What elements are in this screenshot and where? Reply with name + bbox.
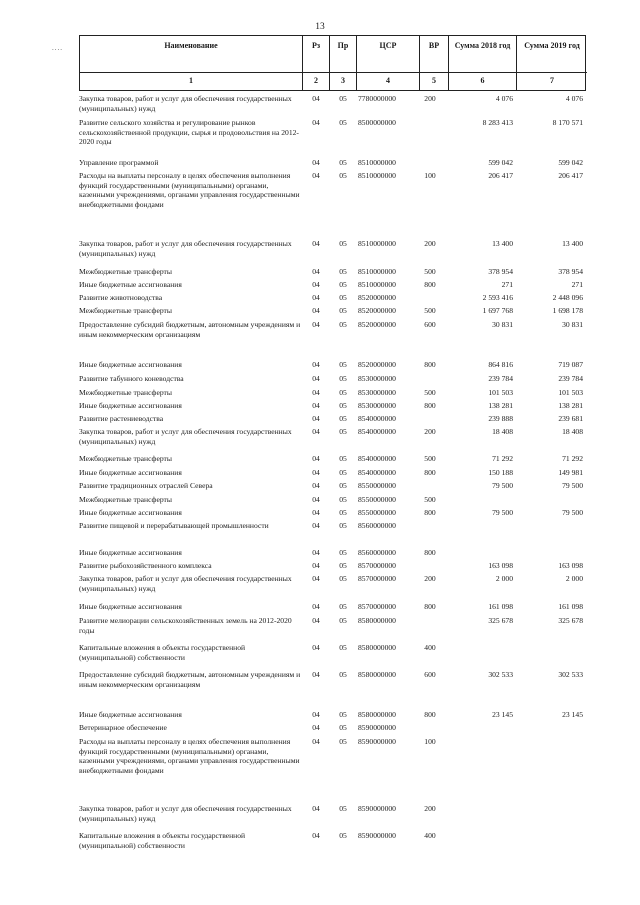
row-section: 04 [312,374,320,383]
row-expense-type: 800 [424,360,436,369]
row-name: Межбюджетные трансферты [79,388,172,397]
row-name: Межбюджетные трансферты [79,495,172,504]
row-name: Развитие рыбохозяйственного комплекса [79,561,212,570]
row-sum-2019: 2 000 [565,574,583,583]
row-name: Капитальные вложения в объекты государственной (муниципальной) собственности [79,831,246,850]
row-section: 04 [312,710,320,719]
header-number: 5 [432,76,436,85]
row-sum-2019: 161 098 [558,602,583,611]
row-name: Предоставление субсидий бюджетным, автономным учреждениям и иным некоммерческим организациям [79,670,301,689]
row-name: Закупка товаров, работ и услуг для обеспечения государственных (муниципальных) нужд [79,804,292,823]
row-section: 04 [312,468,320,477]
row-sum-2019: 239 784 [558,374,583,383]
row-sum-2018: 325 678 [488,616,513,625]
row-sum-2018: 13 400 [492,239,513,248]
row-expense-type: 200 [424,239,436,248]
row-name: Предоставление субсидий бюджетным, автономным учреждениям и иным некоммерческим организациям [79,320,301,339]
row-sum-2019: 79 500 [562,481,583,490]
row-target-code: 7780000000 [358,94,396,103]
row-sum-2018: 163 098 [488,561,513,570]
row-expense-type: 400 [424,643,436,652]
row-section: 04 [312,616,320,625]
row-subsection: 05 [339,118,347,127]
row-target-code: 8560000000 [358,548,396,557]
row-subsection: 05 [339,427,347,436]
row-sum-2019: 271 [571,280,583,289]
row-sum-2019: 4 076 [565,94,583,103]
row-name: Межбюджетные трансферты [79,454,172,463]
row-section: 04 [312,360,320,369]
row-expense-type: 500 [424,454,436,463]
row-section: 04 [312,602,320,611]
row-target-code: 8580000000 [358,616,396,625]
row-section: 04 [312,561,320,570]
row-expense-type: 800 [424,602,436,611]
row-expense-type: 500 [424,388,436,397]
row-expense-type: 500 [424,495,436,504]
row-subsection: 05 [339,616,347,625]
margin-mark: .... [52,44,63,52]
row-sum-2018: 8 283 413 [482,118,513,127]
row-section: 04 [312,171,320,180]
header-col-name [80,36,303,90]
header-caption: Пр [337,41,349,50]
row-target-code: 8540000000 [358,427,396,436]
row-target-code: 8540000000 [358,454,396,463]
row-name: Межбюджетные трансферты [79,267,172,276]
row-subsection: 05 [339,495,347,504]
header-number: 1 [189,76,193,85]
row-expense-type: 800 [424,468,436,477]
row-name: Развитие растениеводства [79,414,164,423]
row-sum-2018: 864 816 [488,360,513,369]
row-sum-2019: 325 678 [558,616,583,625]
row-section: 04 [312,320,320,329]
row-name: Закупка товаров, работ и услуг для обеспечения государственных (муниципальных) нужд [79,427,292,446]
row-name: Иные бюджетные ассигнования [79,401,182,410]
row-subsection: 05 [339,804,347,813]
row-sum-2018: 206 417 [488,171,513,180]
header-col-csr [357,36,420,90]
row-name: Развитие сельского хозяйства и регулирование рынков сельскохозяйственной продукции, сырья и продовольствия на 2012-2020 годы [79,118,299,147]
row-name: Межбюджетные трансферты [79,306,172,315]
row-sum-2019: 149 981 [558,468,583,477]
row-subsection: 05 [339,401,347,410]
row-section: 04 [312,831,320,840]
row-sum-2019: 8 170 571 [552,118,583,127]
row-sum-2018: 138 281 [488,401,513,410]
row-name: Ветеринарное обеспечение [79,723,167,732]
row-name: Развитие традиционных отраслей Севера [79,481,213,490]
row-name: Иные бюджетные ассигнования [79,280,182,289]
row-name: Иные бюджетные ассигнования [79,710,182,719]
header-col-sum-2018 [449,36,517,90]
header-caption: Рз [311,41,321,50]
row-subsection: 05 [339,94,347,103]
row-section: 04 [312,804,320,813]
row-sum-2019: 101 503 [558,388,583,397]
row-section: 04 [312,388,320,397]
row-name: Иные бюджетные ассигнования [79,602,182,611]
row-sum-2019: 18 408 [562,427,583,436]
row-subsection: 05 [339,360,347,369]
header-caption: ВР [428,41,440,50]
row-expense-type: 100 [424,171,436,180]
row-expense-type: 200 [424,574,436,583]
row-target-code: 8580000000 [358,670,396,679]
row-sum-2019: 302 533 [558,670,583,679]
row-sum-2019: 30 831 [562,320,583,329]
row-subsection: 05 [339,468,347,477]
row-sum-2018: 30 831 [492,320,513,329]
row-target-code: 8510000000 [358,239,396,248]
row-name: Иные бюджетные ассигнования [79,548,182,557]
row-expense-type: 800 [424,280,436,289]
row-subsection: 05 [339,388,347,397]
row-name: Развитие пищевой и перерабатывающей промышленности [79,521,269,530]
row-sum-2018: 23 145 [492,710,513,719]
row-sum-2018: 18 408 [492,427,513,436]
row-target-code: 8580000000 [358,643,396,652]
row-section: 04 [312,306,320,315]
row-section: 04 [312,548,320,557]
header-caption: Сумма 2018 год [454,41,511,50]
row-subsection: 05 [339,670,347,679]
row-subsection: 05 [339,454,347,463]
row-target-code: 8570000000 [358,602,396,611]
row-sum-2018: 302 533 [488,670,513,679]
row-expense-type: 600 [424,320,436,329]
row-sum-2018: 101 503 [488,388,513,397]
header-col-sum-2019 [517,36,587,90]
row-sum-2019: 719 087 [558,360,583,369]
row-expense-type: 800 [424,401,436,410]
row-target-code: 8570000000 [358,574,396,583]
row-target-code: 8510000000 [358,171,396,180]
row-target-code: 8520000000 [358,360,396,369]
row-subsection: 05 [339,481,347,490]
row-target-code: 8550000000 [358,481,396,490]
row-sum-2019: 599 042 [558,158,583,167]
row-sum-2019: 206 417 [558,171,583,180]
header-number: 4 [386,76,390,85]
row-subsection: 05 [339,737,347,746]
row-sum-2018: 599 042 [488,158,513,167]
row-section: 04 [312,158,320,167]
row-subsection: 05 [339,158,347,167]
row-sum-2018: 378 954 [488,267,513,276]
row-sum-2018: 2 000 [495,574,513,583]
row-expense-type: 400 [424,831,436,840]
row-name: Иные бюджетные ассигнования [79,468,182,477]
header-caption: ЦСР [379,41,397,50]
row-section: 04 [312,267,320,276]
header-col-vr [420,36,449,90]
row-target-code: 8520000000 [358,320,396,329]
row-target-code: 8510000000 [358,158,396,167]
row-sum-2018: 271 [501,280,513,289]
row-target-code: 8540000000 [358,468,396,477]
row-sum-2019: 71 292 [562,454,583,463]
row-target-code: 8590000000 [358,723,396,732]
row-target-code: 8510000000 [358,267,396,276]
row-subsection: 05 [339,574,347,583]
header-caption: Наименование [164,41,218,50]
row-sum-2018: 2 593 416 [482,293,513,302]
page-number: 13 [315,22,325,32]
row-section: 04 [312,414,320,423]
row-sum-2019: 1 698 178 [552,306,583,315]
row-expense-type: 200 [424,804,436,813]
row-expense-type: 200 [424,427,436,436]
row-section: 04 [312,495,320,504]
row-expense-type: 200 [424,94,436,103]
row-section: 04 [312,723,320,732]
row-sum-2019: 23 145 [562,710,583,719]
row-section: 04 [312,280,320,289]
row-sum-2018: 1 697 768 [482,306,513,315]
row-subsection: 05 [339,320,347,329]
row-name: Управление программой [79,158,159,167]
row-section: 04 [312,643,320,652]
header-number: 7 [550,76,554,85]
row-sum-2019: 2 448 096 [552,293,583,302]
row-subsection: 05 [339,239,347,248]
row-subsection: 05 [339,521,347,530]
row-expense-type: 500 [424,267,436,276]
row-name: Иные бюджетные ассигнования [79,360,182,369]
row-section: 04 [312,574,320,583]
row-target-code: 8590000000 [358,737,396,746]
row-sum-2019: 239 681 [558,414,583,423]
row-section: 04 [312,401,320,410]
header-number: 2 [314,76,318,85]
row-section: 04 [312,670,320,679]
header-caption: Сумма 2019 год [524,41,580,50]
row-subsection: 05 [339,643,347,652]
row-target-code: 8570000000 [358,561,396,570]
row-name: Закупка товаров, работ и услуг для обеспечения государственных (муниципальных) нужд [79,239,292,258]
row-name: Закупка товаров, работ и услуг для обеспечения государственных (муниципальных) нужд [79,94,292,113]
row-name: Развитие животноводства [79,293,163,302]
row-subsection: 05 [339,548,347,557]
row-sum-2018: 79 500 [492,481,513,490]
row-expense-type: 600 [424,670,436,679]
row-section: 04 [312,94,320,103]
row-subsection: 05 [339,602,347,611]
row-name: Капитальные вложения в объекты государственной (муниципальной) собственности [79,643,246,662]
row-target-code: 8530000000 [358,374,396,383]
row-section: 04 [312,508,320,517]
row-section: 04 [312,454,320,463]
row-name: Развитие мелиорации сельскохозяйственных земель на 2012-2020 годы [79,616,292,635]
header-number: 3 [341,76,345,85]
row-sum-2018: 71 292 [492,454,513,463]
row-sum-2019: 163 098 [558,561,583,570]
row-section: 04 [312,521,320,530]
row-subsection: 05 [339,306,347,315]
row-target-code: 8550000000 [358,495,396,504]
row-subsection: 05 [339,710,347,719]
row-target-code: 8590000000 [358,804,396,813]
row-subsection: 05 [339,171,347,180]
row-sum-2019: 138 281 [558,401,583,410]
row-section: 04 [312,427,320,436]
row-subsection: 05 [339,293,347,302]
row-target-code: 8530000000 [358,401,396,410]
row-section: 04 [312,118,320,127]
row-sum-2019: 79 500 [562,508,583,517]
row-expense-type: 800 [424,710,436,719]
row-subsection: 05 [339,414,347,423]
row-sum-2018: 79 500 [492,508,513,517]
row-sum-2018: 161 098 [488,602,513,611]
row-name: Иные бюджетные ассигнования [79,508,182,517]
row-target-code: 8560000000 [358,521,396,530]
row-sum-2018: 150 188 [488,468,513,477]
row-section: 04 [312,293,320,302]
row-sum-2019: 13 400 [562,239,583,248]
row-subsection: 05 [339,508,347,517]
row-section: 04 [312,737,320,746]
row-target-code: 8510000000 [358,280,396,289]
row-name: Расходы на выплаты персоналу в целях обеспечения выполнения функций государственными (муниципальными) органами, казенными учреждениями, органами управления государственными внебюджетными фондами [79,737,300,775]
row-target-code: 8520000000 [358,293,396,302]
row-sum-2018: 239 784 [488,374,513,383]
row-subsection: 05 [339,723,347,732]
row-expense-type: 800 [424,508,436,517]
row-target-code: 8590000000 [358,831,396,840]
row-name: Закупка товаров, работ и услуг для обеспечения государственных (муниципальных) нужд [79,574,292,593]
header-col-rz [303,36,330,90]
row-name: Развитие табунного коневодства [79,374,184,383]
row-subsection: 05 [339,267,347,276]
row-target-code: 8530000000 [358,388,396,397]
row-section: 04 [312,481,320,490]
table-header [79,35,586,91]
row-name: Расходы на выплаты персоналу в целях обеспечения выполнения функций государственными (муниципальными) органами, казенными учреждениями, органами управления государственными внебюджетными фондами [79,171,300,209]
row-subsection: 05 [339,831,347,840]
row-subsection: 05 [339,280,347,289]
header-col-pr [330,36,357,90]
row-expense-type: 100 [424,737,436,746]
row-target-code: 8500000000 [358,118,396,127]
row-target-code: 8520000000 [358,306,396,315]
row-sum-2019: 378 954 [558,267,583,276]
row-expense-type: 500 [424,306,436,315]
row-section: 04 [312,239,320,248]
header-number: 6 [480,76,485,85]
row-sum-2018: 4 076 [495,94,513,103]
row-target-code: 8540000000 [358,414,396,423]
row-expense-type: 800 [424,548,436,557]
row-subsection: 05 [339,374,347,383]
row-subsection: 05 [339,561,347,570]
row-sum-2018: 239 888 [488,414,513,423]
row-target-code: 8580000000 [358,710,396,719]
row-target-code: 8550000000 [358,508,396,517]
